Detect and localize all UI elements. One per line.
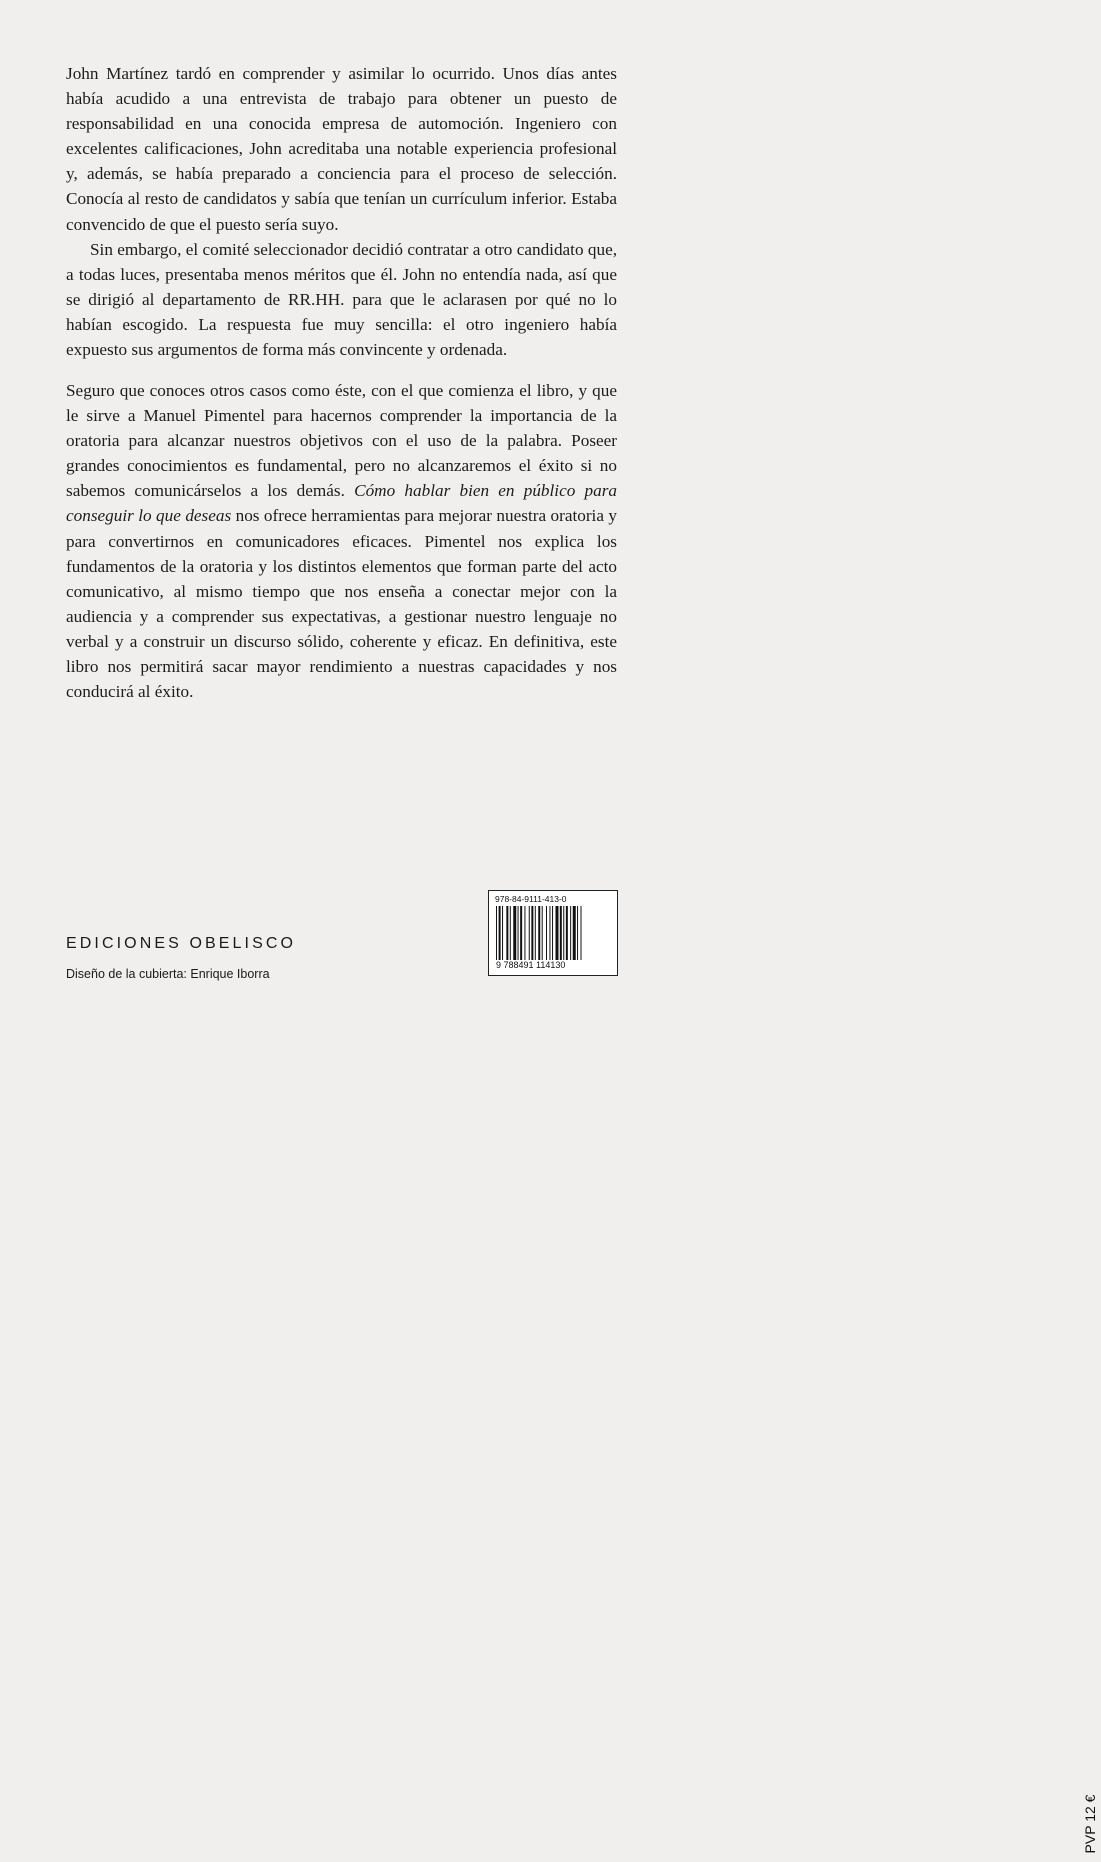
barcode-bar: [513, 906, 516, 960]
barcode-bar: [573, 906, 576, 960]
barcode-bar: [546, 906, 547, 960]
barcode-bar: [577, 906, 578, 960]
barcode-bar: [524, 906, 525, 960]
book-summary: [66, 378, 617, 704]
barcode-bar: [496, 906, 497, 960]
summary-text-part-1: Seguro que conoces otros casos como éste, con el que comienza el libro, y que le sirve a Manuel Pimentel para hacernos comprender la importancia de la oratoria para alcanzar nuestros objetivos con el uso de la palabra. Poseer grandes conocimientos es fundamental, pero no alcanzaremos el éxito si no sabemos comunicárselos a los demás.: [66, 381, 617, 501]
barcode-bar: [506, 906, 508, 960]
barcode-bar: [560, 906, 562, 960]
price-label: PVP 12 €: [1082, 1794, 1098, 1854]
isbn-barcode-box: [488, 890, 1098, 1854]
barcode-bar: [531, 906, 533, 960]
barcode-number: 9 788491 114130: [496, 960, 566, 970]
price-area: [1081, 1786, 1101, 1862]
publisher-name: EDICIONES OBELISCO: [66, 935, 297, 952]
barcode-bar: [502, 906, 503, 960]
isbn-label: 978-84-9111-413-0: [495, 894, 567, 904]
barcode-bar: [535, 906, 536, 960]
barcode-bar: [520, 906, 522, 960]
cover-design-credit: Diseño de la cubierta: Enrique Iborra: [66, 967, 270, 981]
barcode-bar: [570, 906, 571, 960]
barcode-bar: [499, 906, 501, 960]
barcode-bar: [549, 906, 550, 960]
barcode-graphic: [496, 906, 582, 960]
barcode-bar: [556, 906, 559, 960]
summary-paragraph: [66, 378, 617, 704]
book-title: Cómo hablar bien en público para conseguir lo que deseas: [66, 481, 617, 526]
barcode-bar: [566, 906, 568, 960]
barcode-bar: [529, 906, 530, 960]
story-paragraph-1: John Martínez tardó en comprender y asimilar lo ocurrido. Unos días antes había acudido a una entrevista de trabajo para obtener un puesto de responsabilidad en una conocida empresa de automoción. Ingeniero con excelentes calificaciones, John acreditaba una notable experiencia profesional y, además, se había preparado a conciencia para el proceso de selección. Conocía al resto de candidatos y sabía que tenían un currículum inferior. Estaba convencido de que el puesto sería suyo.: [66, 64, 617, 234]
barcode-bar: [542, 906, 543, 960]
barcode-bar: [581, 906, 582, 960]
story-text: [66, 61, 617, 362]
barcode-bar: [563, 906, 564, 960]
story-paragraph-2: Sin embargo, el comité seleccionador decidió contratar a otro candidato que, a todas luces, presentaba menos méritos que él. John no entendía nada, así que se dirigió al departamento de RR.HH. para que le aclarasen por qué no lo habían escogido. La respuesta fue muy sencilla: el otro ingeniero había expuesto sus argumentos de forma más convincente y ordenada.: [66, 239, 617, 360]
barcode-bar: [538, 906, 540, 960]
summary-text-part-2: nos ofrece herramientas para mejorar nuestra oratoria y para convertirnos en comunicadores eficaces. Pimentel nos explica los fundamentos de la oratoria y los distintos elementos que forman parte del acto comunicativo, al mismo tiempo que nos enseña a conectar mejor con la audiencia y a comprender sus expectativas, a gestionar nuestro lenguaje no verbal y a construir un discurso sólido, coherente y eficaz. En definitiva, este libro nos permitirá sacar mayor rendimiento a nuestras capacidades y nos conducirá al éxito.: [66, 506, 618, 702]
barcode-bar: [552, 906, 553, 960]
barcode-bar: [518, 906, 519, 960]
barcode-bar: [510, 906, 511, 960]
